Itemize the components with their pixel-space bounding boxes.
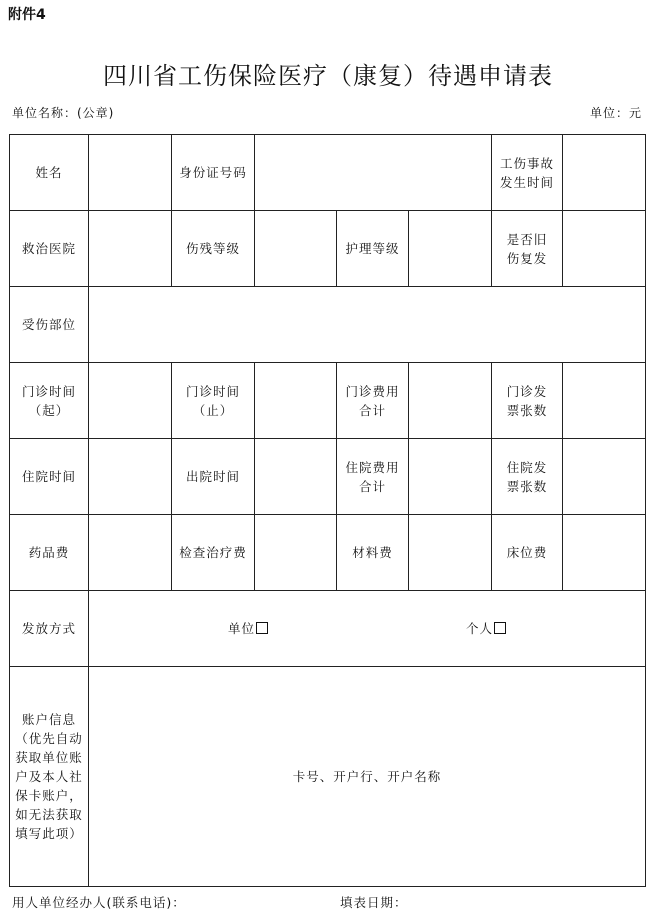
- outpatient-total-input-cell[interactable]: [409, 363, 492, 439]
- field-label: 检查治疗费: [172, 515, 255, 591]
- field-label: 住院时间: [10, 439, 89, 515]
- material-fee-input-cell[interactable]: [409, 515, 492, 591]
- field-label: 是否旧 伤复发: [492, 211, 563, 287]
- recurrence-input-cell[interactable]: [563, 211, 646, 287]
- payment-option-label: 个人: [465, 621, 493, 636]
- inpatient-invoice-count-input-cell[interactable]: [563, 439, 646, 515]
- field-label: 住院发 票张数: [492, 439, 563, 515]
- unit-name-label: 单位名称：(公章): [12, 106, 115, 120]
- payment-method-cell: [89, 591, 646, 667]
- payment-option-unit[interactable]: [228, 619, 268, 638]
- field-label: 伤残等级: [172, 211, 255, 287]
- table-row: [10, 287, 646, 363]
- form-title: 四川省工伤保险医疗（康复）待遇申请表: [103, 62, 553, 90]
- table-row: [10, 363, 646, 439]
- table-row: [10, 439, 646, 515]
- table-row: [10, 515, 646, 591]
- payment-option-label: 单位: [227, 621, 255, 636]
- field-label: 药品费: [10, 515, 89, 591]
- currency-unit-label: 单位：元: [589, 106, 642, 120]
- bed-fee-input-cell[interactable]: [563, 515, 646, 591]
- attachment-label: 附件4: [8, 7, 46, 23]
- checkbox-icon[interactable]: [494, 622, 506, 634]
- handler-label: 用人单位经办人(联系电话)：: [12, 895, 186, 910]
- id-number-input-cell[interactable]: [255, 135, 492, 211]
- field-label: 护理等级: [337, 211, 409, 287]
- table-row: [10, 667, 646, 887]
- field-label: 门诊费用 合计: [337, 363, 409, 439]
- field-label: 账户信息 （优先自动 获取单位账 户及本人社 保卡账户， 如无法获取 填写此项）: [10, 667, 89, 887]
- application-form-table: [9, 134, 646, 887]
- medicine-fee-input-cell[interactable]: [89, 515, 172, 591]
- injury-part-input-cell[interactable]: [89, 287, 646, 363]
- nursing-level-input-cell[interactable]: [409, 211, 492, 287]
- accident-time-input-cell[interactable]: [563, 135, 646, 211]
- field-label: 身份证号码: [172, 135, 255, 211]
- fill-date-label: 填表日期：: [340, 895, 408, 910]
- hospital-input-cell[interactable]: [89, 211, 172, 287]
- inpatient-total-input-cell[interactable]: [409, 439, 492, 515]
- checkbox-icon[interactable]: [256, 622, 268, 634]
- field-label: 门诊时间 （起）: [10, 363, 89, 439]
- field-label: 救治医院: [10, 211, 89, 287]
- account-info-input-cell[interactable]: 卡号、开户行、开户名称: [89, 667, 646, 887]
- outpatient-invoice-count-input-cell[interactable]: [563, 363, 646, 439]
- field-label: 床位费: [492, 515, 563, 591]
- admission-time-input-cell[interactable]: [89, 439, 172, 515]
- table-row: [10, 135, 646, 211]
- field-label: 出院时间: [172, 439, 255, 515]
- field-label: 发放方式: [10, 591, 89, 667]
- field-label: 姓名: [10, 135, 89, 211]
- table-row: [10, 211, 646, 287]
- payment-option-individual[interactable]: [466, 619, 506, 638]
- field-label: 材料费: [337, 515, 409, 591]
- name-input-cell[interactable]: [89, 135, 172, 211]
- field-label: 门诊发 票张数: [492, 363, 563, 439]
- disability-level-input-cell[interactable]: [255, 211, 337, 287]
- field-label: 住院费用 合计: [337, 439, 409, 515]
- outpatient-end-input-cell[interactable]: [255, 363, 337, 439]
- field-label: 门诊时间 （止）: [172, 363, 255, 439]
- discharge-time-input-cell[interactable]: [255, 439, 337, 515]
- table-row: [10, 591, 646, 667]
- field-label: 工伤事故 发生时间: [492, 135, 563, 211]
- outpatient-start-input-cell[interactable]: [89, 363, 172, 439]
- field-label: 受伤部位: [10, 287, 89, 363]
- exam-treatment-fee-input-cell[interactable]: [255, 515, 337, 591]
